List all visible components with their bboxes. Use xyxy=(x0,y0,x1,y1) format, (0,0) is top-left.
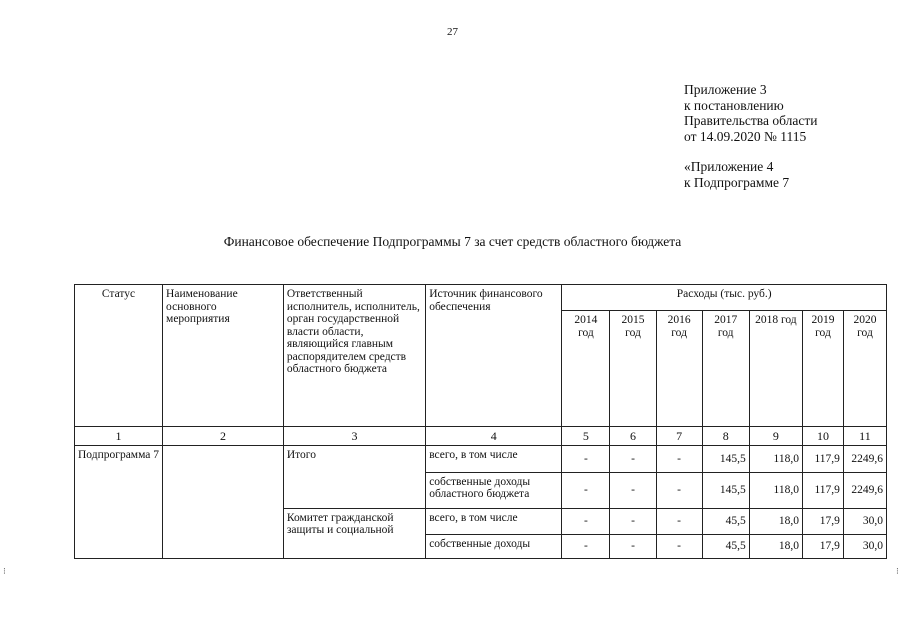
header-year: 2018 год xyxy=(749,311,802,427)
document-title: Финансовое обеспечение Подпрограммы 7 за счет средств областного бюджета xyxy=(223,234,682,249)
value-cell: - xyxy=(610,534,656,558)
appendix-line: Правительства области xyxy=(684,113,818,128)
column-number: 11 xyxy=(843,427,886,446)
header-source: Источник финансового обеспечения xyxy=(426,285,562,427)
value-cell: 30,0 xyxy=(843,534,886,558)
column-number: 6 xyxy=(610,427,656,446)
scan-mark: ⁝ xyxy=(896,566,899,576)
appendix-line: «Приложение 4 xyxy=(684,159,774,174)
appendix-block xyxy=(684,82,817,190)
responsible-cell: Итого xyxy=(283,445,425,508)
value-cell: 45,5 xyxy=(702,508,749,534)
header-year: 2015 год xyxy=(610,311,656,427)
header-year: 2019 год xyxy=(802,311,843,427)
value-cell: 145,5 xyxy=(702,472,749,508)
appendix-line: к Подпрограмме 7 xyxy=(684,174,790,190)
header-year: 2016 год xyxy=(656,311,702,427)
value-cell: 17,9 xyxy=(802,534,843,558)
appendix-line: от 14.09.2020 № 1115 xyxy=(684,128,807,144)
value-cell: 118,0 xyxy=(749,445,802,472)
value-cell: - xyxy=(656,472,702,508)
source-cell: всего, в том числе xyxy=(426,445,562,472)
column-number: 10 xyxy=(802,427,843,446)
value-cell: - xyxy=(562,508,610,534)
header-expenses: Расходы (тыс. руб.) xyxy=(562,285,887,311)
value-cell: 118,0 xyxy=(749,472,802,508)
value-cell: 117,9 xyxy=(802,472,843,508)
header-row xyxy=(75,285,887,311)
source-cell: всего, в том числе xyxy=(426,508,562,534)
value-cell: - xyxy=(610,472,656,508)
value-cell: 17,9 xyxy=(802,508,843,534)
value-cell: 117,9 xyxy=(802,445,843,472)
header-year: 2020 год xyxy=(843,311,886,427)
value-cell: - xyxy=(610,445,656,472)
column-number: 8 xyxy=(702,427,749,446)
value-cell: - xyxy=(562,534,610,558)
header-year: 2014 год xyxy=(562,311,610,427)
appendix-line: к постановлению xyxy=(684,97,784,113)
header-name: Наименование основного мероприятия xyxy=(163,285,284,427)
header-status: Статус xyxy=(75,285,163,427)
value-cell: - xyxy=(562,445,610,472)
column-number: 1 xyxy=(75,427,163,446)
column-number-row xyxy=(75,427,887,446)
column-number: 5 xyxy=(562,427,610,446)
name-cell xyxy=(163,445,284,558)
value-cell: - xyxy=(562,472,610,508)
financing-table xyxy=(74,284,887,559)
value-cell: - xyxy=(656,534,702,558)
page-number: 27 xyxy=(447,26,458,38)
column-number: 4 xyxy=(426,427,562,446)
scan-mark: ⁝ xyxy=(3,566,6,576)
responsible-cell: Комитет гражданской защиты и социальной xyxy=(283,508,425,558)
source-cell: собственные доходы xyxy=(426,534,562,558)
appendix-line: Приложение 3 xyxy=(684,82,767,97)
value-cell: 2249,6 xyxy=(843,445,886,472)
value-cell: - xyxy=(610,508,656,534)
header-year: 2017 год xyxy=(702,311,749,427)
column-number: 7 xyxy=(656,427,702,446)
header-responsible: Ответственный исполнитель, исполнитель, орган государственной власти области, являющийся главным распорядителем средств областного бюджета xyxy=(283,285,425,427)
status-cell: Подпрограмма 7 xyxy=(75,445,163,558)
value-cell: 45,5 xyxy=(702,534,749,558)
source-cell: собственные доходы областного бюджета xyxy=(426,472,562,508)
spacer xyxy=(684,144,817,159)
value-cell: 145,5 xyxy=(702,445,749,472)
value-cell: 30,0 xyxy=(843,508,886,534)
value-cell: - xyxy=(656,445,702,472)
value-cell: - xyxy=(656,508,702,534)
value-cell: 2249,6 xyxy=(843,472,886,508)
table-row xyxy=(75,445,887,472)
column-number: 3 xyxy=(283,427,425,446)
value-cell: 18,0 xyxy=(749,508,802,534)
column-number: 9 xyxy=(749,427,802,446)
column-number: 2 xyxy=(163,427,284,446)
value-cell: 18,0 xyxy=(749,534,802,558)
